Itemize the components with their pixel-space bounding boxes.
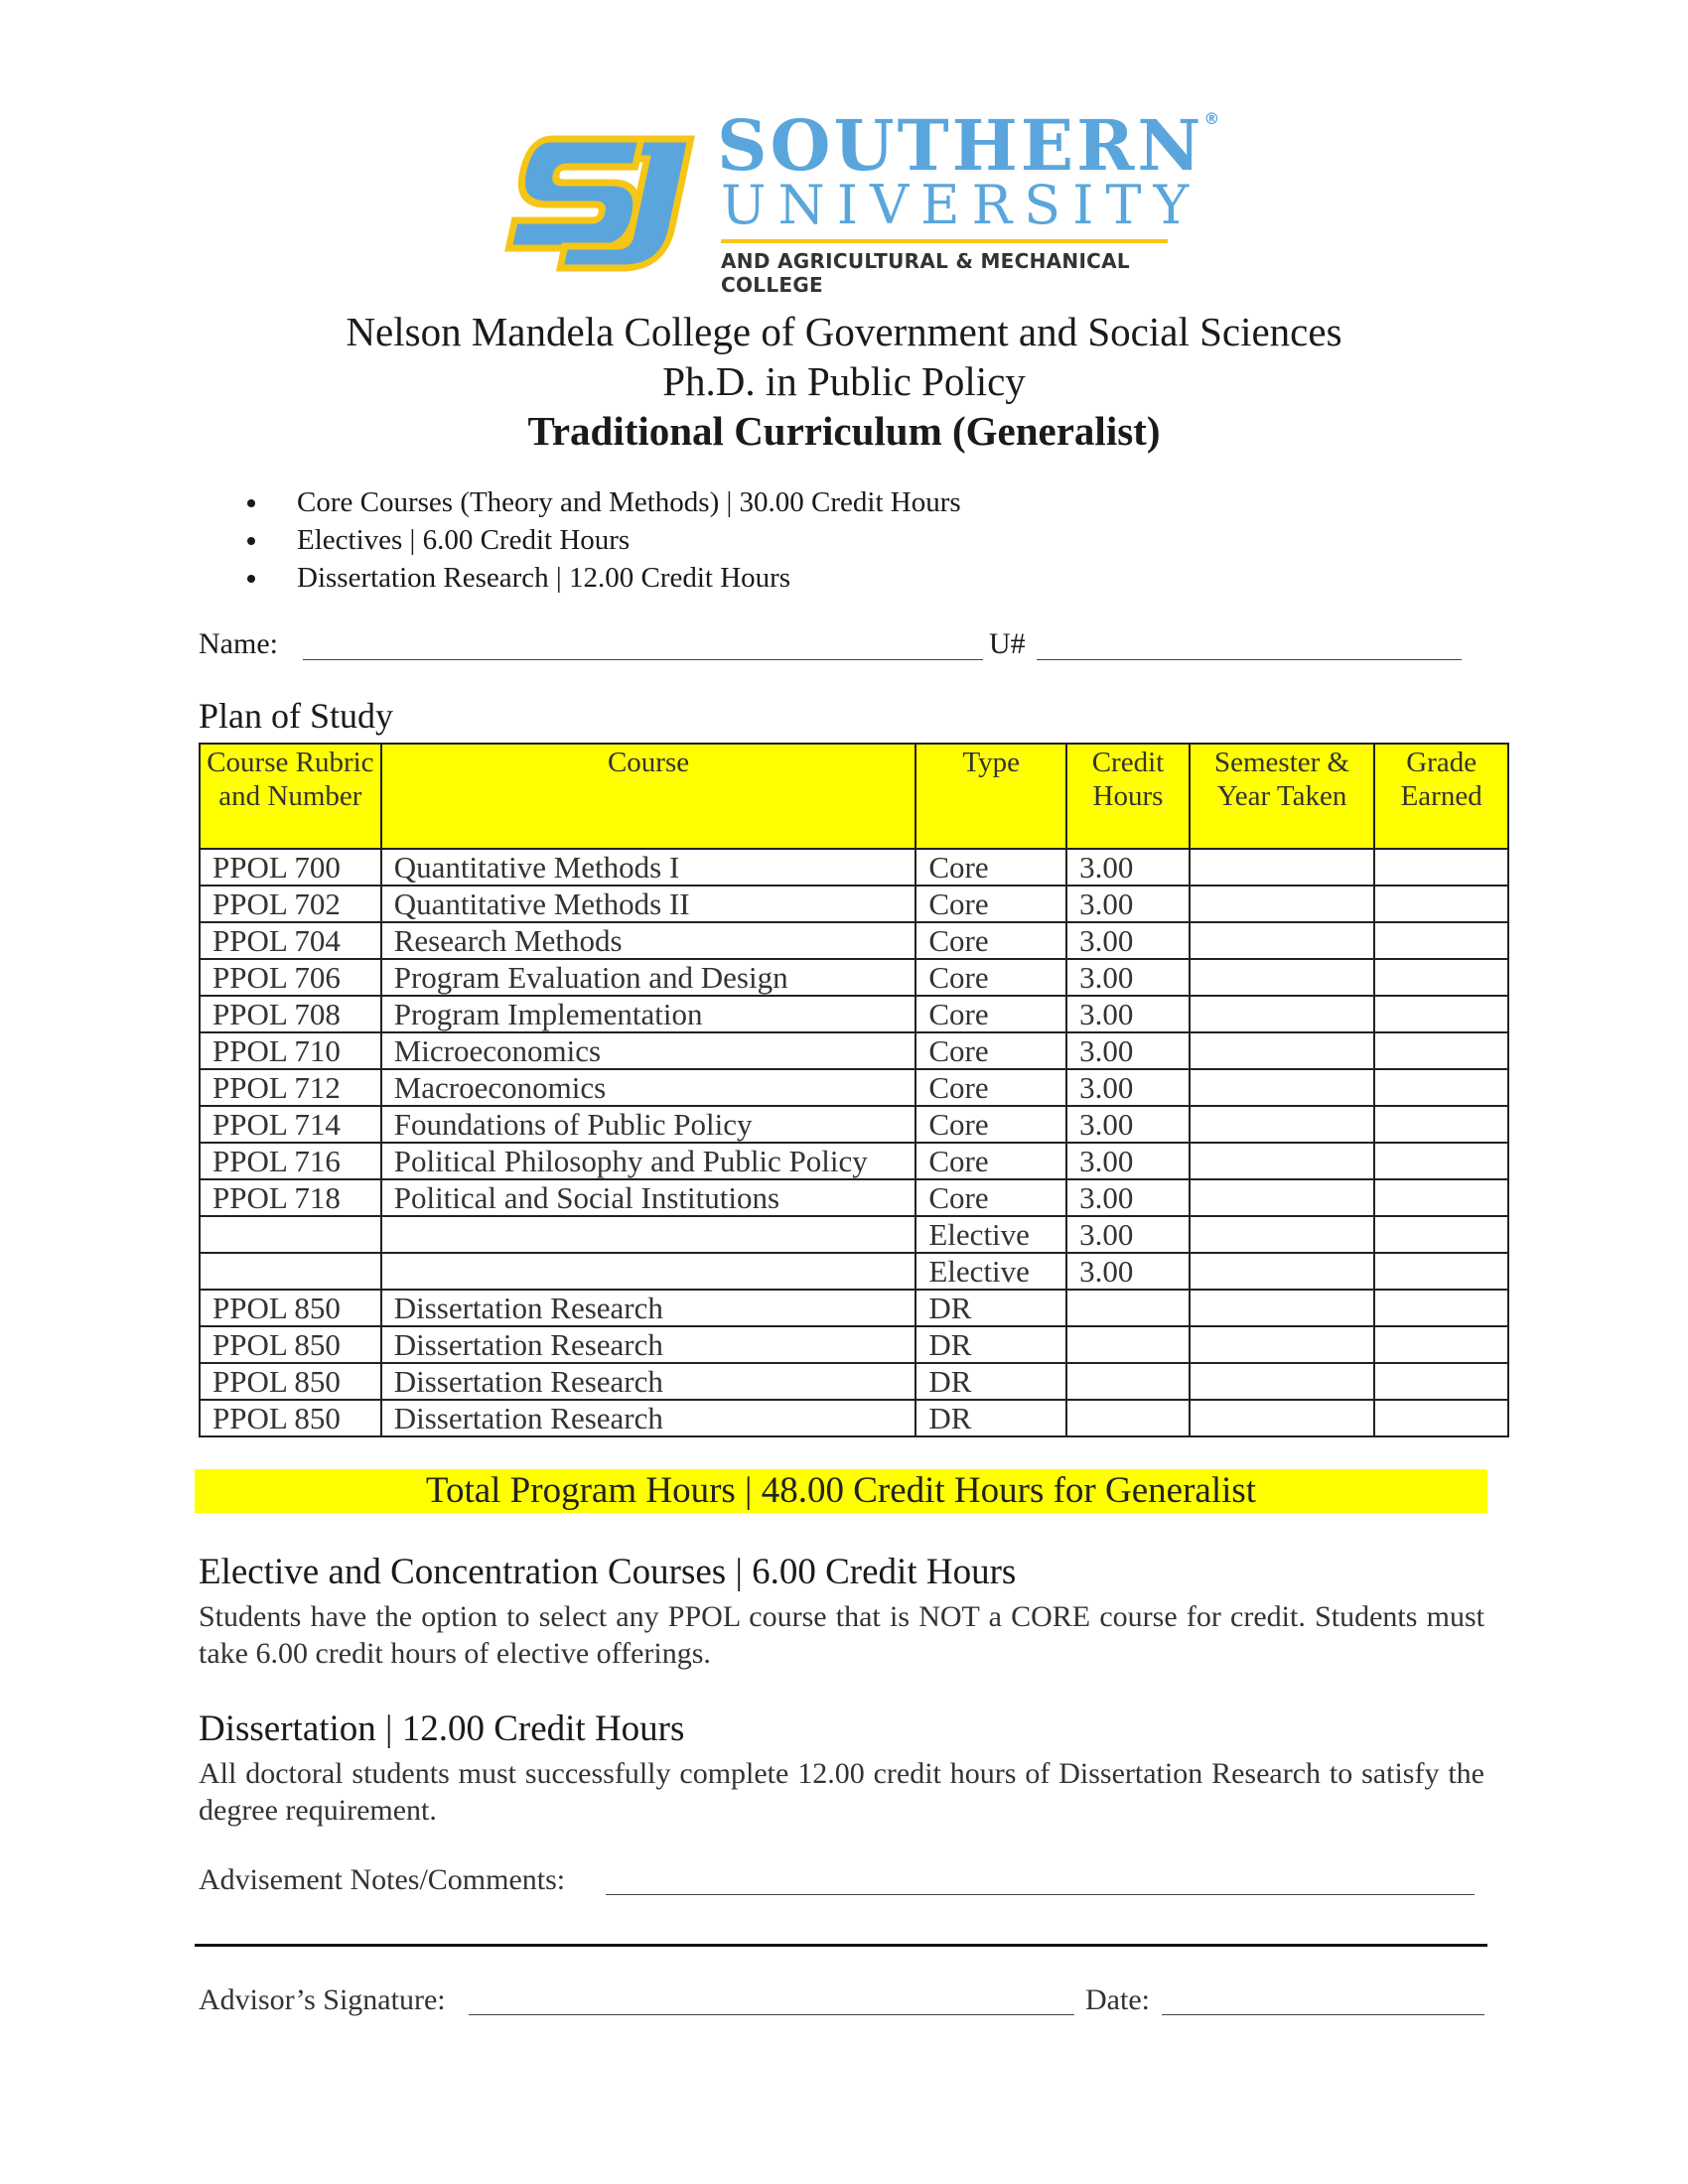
cell-course: Quantitative Methods II xyxy=(381,886,916,922)
cell-grade[interactable] xyxy=(1374,1106,1508,1143)
cell-type: Core xyxy=(915,922,1066,959)
cell-semester-year[interactable] xyxy=(1190,849,1374,886)
cell-course: Political Philosophy and Public Policy xyxy=(381,1143,916,1179)
summary-item-dissertation: Dissertation Research | 12.00 Credit Hours xyxy=(242,559,961,597)
table-row xyxy=(200,886,1508,922)
cell-credit-hours: 3.00 xyxy=(1066,1032,1190,1069)
cell-grade[interactable] xyxy=(1374,886,1508,922)
plan-table-body xyxy=(200,849,1508,1436)
divider-rule xyxy=(195,1944,1487,1947)
cell-type: DR xyxy=(915,1290,1066,1326)
cell-course xyxy=(381,1253,916,1290)
cell-grade[interactable] xyxy=(1374,1400,1508,1436)
cell-credit-hours xyxy=(1066,1400,1190,1436)
cell-grade[interactable] xyxy=(1374,1032,1508,1069)
cell-semester-year[interactable] xyxy=(1190,1363,1374,1400)
cell-type: Core xyxy=(915,1179,1066,1216)
cell-semester-year[interactable] xyxy=(1190,1290,1374,1326)
cell-type: Core xyxy=(915,996,1066,1032)
cell-type: Core xyxy=(915,959,1066,996)
table-row xyxy=(200,1253,1508,1290)
university-logo xyxy=(496,104,1223,297)
cell-type: DR xyxy=(915,1400,1066,1436)
cell-type: Core xyxy=(915,849,1066,886)
advisor-signature-field[interactable] xyxy=(469,2014,1074,2015)
date-field[interactable] xyxy=(1162,2014,1484,2015)
cell-course: Political and Social Institutions xyxy=(381,1179,916,1216)
cell-grade[interactable] xyxy=(1374,922,1508,959)
u-number-label: U# xyxy=(989,627,1026,660)
cell-semester-year[interactable] xyxy=(1190,1253,1374,1290)
name-field[interactable] xyxy=(303,659,983,660)
cell-type: Elective xyxy=(915,1253,1066,1290)
table-row xyxy=(200,1106,1508,1143)
cell-credit-hours: 3.00 xyxy=(1066,1069,1190,1106)
cell-semester-year[interactable] xyxy=(1190,922,1374,959)
cell-credit-hours: 3.00 xyxy=(1066,1106,1190,1143)
dissertation-text: All doctoral students must successfully complete 12.00 credit hours of Dissertation Research to satisfy the degree requirement. xyxy=(199,1757,1484,1827)
cell-course xyxy=(381,1216,916,1253)
cell-course: Program Implementation xyxy=(381,996,916,1032)
cell-semester-year[interactable] xyxy=(1190,1032,1374,1069)
col-header-credit-hours: Credit Hours xyxy=(1066,744,1190,849)
cell-rubric: PPOL 718 xyxy=(200,1179,381,1216)
cell-grade[interactable] xyxy=(1374,849,1508,886)
table-row xyxy=(200,1363,1508,1400)
cell-semester-year[interactable] xyxy=(1190,1069,1374,1106)
cell-type: Core xyxy=(915,886,1066,922)
cell-rubric: PPOL 850 xyxy=(200,1290,381,1326)
college-name: Nelson Mandela College of Government and Social Sciences xyxy=(346,309,1342,354)
plan-of-study-title: Plan of Study xyxy=(199,696,394,736)
cell-semester-year[interactable] xyxy=(1190,1216,1374,1253)
cell-credit-hours xyxy=(1066,1326,1190,1363)
total-program-hours: Total Program Hours | 48.00 Credit Hours for Generalist xyxy=(195,1469,1487,1513)
summary-item-core: Core Courses (Theory and Methods) | 30.00 Credit Hours xyxy=(242,483,961,521)
cell-type: Core xyxy=(915,1106,1066,1143)
cell-credit-hours: 3.00 xyxy=(1066,849,1190,886)
cell-rubric: PPOL 714 xyxy=(200,1106,381,1143)
cell-rubric: PPOL 850 xyxy=(200,1400,381,1436)
advisor-signature-label: Advisor’s Signature: xyxy=(199,1983,446,2016)
cell-rubric: PPOL 710 xyxy=(200,1032,381,1069)
cell-course: Dissertation Research xyxy=(381,1326,916,1363)
cell-course: Macroeconomics xyxy=(381,1069,916,1106)
advisement-notes-field[interactable] xyxy=(606,1894,1475,1895)
cell-rubric: PPOL 706 xyxy=(200,959,381,996)
table-row xyxy=(200,959,1508,996)
cell-rubric: PPOL 716 xyxy=(200,1143,381,1179)
cell-rubric: PPOL 850 xyxy=(200,1326,381,1363)
cell-grade[interactable] xyxy=(1374,996,1508,1032)
cell-credit-hours: 3.00 xyxy=(1066,959,1190,996)
cell-grade[interactable] xyxy=(1374,1326,1508,1363)
u-number-field[interactable] xyxy=(1037,659,1462,660)
name-label: Name: xyxy=(199,627,278,660)
col-header-semester-year: Semester & Year Taken xyxy=(1190,744,1374,849)
cell-rubric xyxy=(200,1253,381,1290)
table-row xyxy=(200,1032,1508,1069)
cell-type: Elective xyxy=(915,1216,1066,1253)
cell-course: Quantitative Methods I xyxy=(381,849,916,886)
cell-grade[interactable] xyxy=(1374,959,1508,996)
cell-grade[interactable] xyxy=(1374,1143,1508,1179)
col-header-type: Type xyxy=(915,744,1066,849)
cell-type: Core xyxy=(915,1143,1066,1179)
cell-course: Microeconomics xyxy=(381,1032,916,1069)
logo-wordmark-university: UNIVERSITY xyxy=(721,174,1201,236)
cell-type: DR xyxy=(915,1363,1066,1400)
logo-subtitle: AND AGRICULTURAL & MECHANICAL COLLEGE xyxy=(721,249,1130,297)
date-label: Date: xyxy=(1085,1983,1150,2016)
cell-rubric: PPOL 708 xyxy=(200,996,381,1032)
cell-course: Dissertation Research xyxy=(381,1363,916,1400)
summary-item-electives: Electives | 6.00 Credit Hours xyxy=(242,521,961,559)
cell-credit-hours: 3.00 xyxy=(1066,1179,1190,1216)
cell-rubric xyxy=(200,1216,381,1253)
table-row xyxy=(200,1400,1508,1436)
cell-rubric: PPOL 850 xyxy=(200,1363,381,1400)
table-row xyxy=(200,1143,1508,1179)
cell-type: DR xyxy=(915,1326,1066,1363)
curriculum-title: Traditional Curriculum (Generalist) xyxy=(527,408,1161,454)
cell-course: Research Methods xyxy=(381,922,916,959)
table-row xyxy=(200,1216,1508,1253)
table-row xyxy=(200,1326,1508,1363)
cell-course: Foundations of Public Policy xyxy=(381,1106,916,1143)
cell-semester-year[interactable] xyxy=(1190,1179,1374,1216)
cell-credit-hours xyxy=(1066,1363,1190,1400)
cell-rubric: PPOL 700 xyxy=(200,849,381,886)
cell-semester-year[interactable] xyxy=(1190,1143,1374,1179)
cell-semester-year[interactable] xyxy=(1190,996,1374,1032)
table-row xyxy=(200,922,1508,959)
table-row xyxy=(200,996,1508,1032)
cell-type: Core xyxy=(915,1032,1066,1069)
cell-grade[interactable] xyxy=(1374,1216,1508,1253)
cell-semester-year[interactable] xyxy=(1190,1326,1374,1363)
cell-semester-year[interactable] xyxy=(1190,959,1374,996)
table-row xyxy=(200,1290,1508,1326)
table-row xyxy=(200,849,1508,886)
advisement-notes-label: Advisement Notes/Comments: xyxy=(199,1863,566,1896)
cell-credit-hours: 3.00 xyxy=(1066,1143,1190,1179)
cell-course: Dissertation Research xyxy=(381,1400,916,1436)
cell-credit-hours xyxy=(1066,1290,1190,1326)
cell-credit-hours: 3.00 xyxy=(1066,1216,1190,1253)
su-monogram-icon xyxy=(496,119,710,278)
cell-type: Core xyxy=(915,1069,1066,1106)
electives-text: Students have the option to select any PPOL course that is NOT a CORE course for credit. Students must take 6.00 credit hours of elective offerings. xyxy=(199,1600,1484,1670)
table-row xyxy=(200,1179,1508,1216)
cell-course: Dissertation Research xyxy=(381,1290,916,1326)
cell-credit-hours: 3.00 xyxy=(1066,922,1190,959)
logo-divider xyxy=(721,239,1168,243)
col-header-course: Course xyxy=(381,744,916,849)
credit-summary-list xyxy=(242,483,961,597)
electives-title: Elective and Concentration Courses | 6.00 Credit Hours xyxy=(199,1552,1017,1592)
cell-semester-year[interactable] xyxy=(1190,886,1374,922)
cell-rubric: PPOL 702 xyxy=(200,886,381,922)
table-row xyxy=(200,1069,1508,1106)
cell-credit-hours: 3.00 xyxy=(1066,886,1190,922)
dissertation-title: Dissertation | 12.00 Credit Hours xyxy=(199,1708,685,1749)
cell-grade[interactable] xyxy=(1374,1253,1508,1290)
col-header-rubric: Course Rubric and Number xyxy=(200,744,381,849)
cell-credit-hours: 3.00 xyxy=(1066,996,1190,1032)
cell-course: Program Evaluation and Design xyxy=(381,959,916,996)
cell-semester-year[interactable] xyxy=(1190,1106,1374,1143)
logo-wordmark-southern: SOUTHERN® xyxy=(717,104,1223,187)
cell-rubric: PPOL 704 xyxy=(200,922,381,959)
table-header-row xyxy=(200,744,1508,849)
cell-grade[interactable] xyxy=(1374,1179,1508,1216)
cell-rubric: PPOL 712 xyxy=(200,1069,381,1106)
cell-semester-year[interactable] xyxy=(1190,1400,1374,1436)
col-header-grade: Grade Earned xyxy=(1374,744,1508,849)
cell-credit-hours: 3.00 xyxy=(1066,1253,1190,1290)
plan-of-study-table xyxy=(199,743,1509,1437)
cell-grade[interactable] xyxy=(1374,1069,1508,1106)
cell-grade[interactable] xyxy=(1374,1290,1508,1326)
cell-grade[interactable] xyxy=(1374,1363,1508,1400)
degree-title: Ph.D. in Public Policy xyxy=(662,358,1026,404)
